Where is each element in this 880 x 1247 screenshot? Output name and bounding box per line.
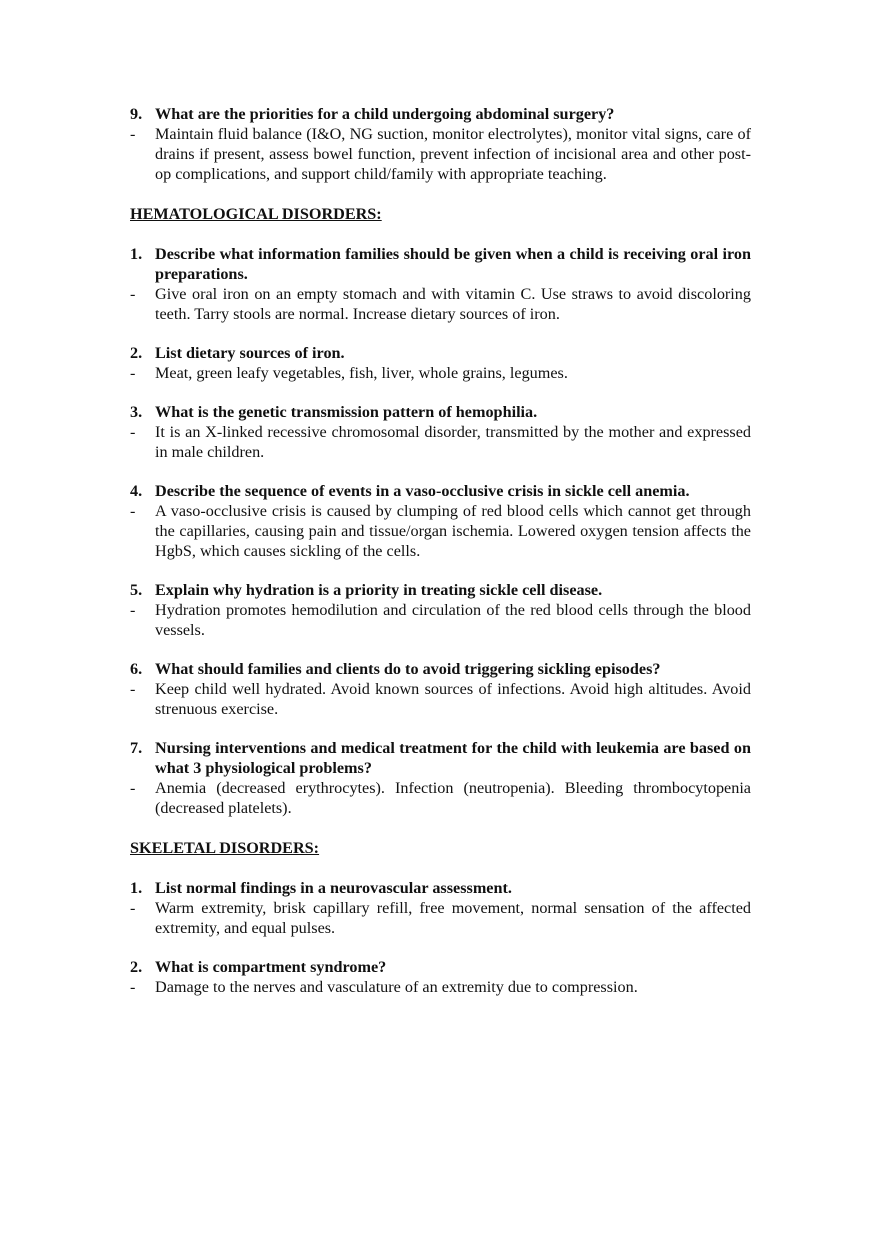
answer — [130, 422, 751, 462]
bullet-dash: - — [130, 125, 136, 143]
qa-item — [130, 343, 751, 383]
bullet-dash: - — [130, 364, 136, 382]
question — [130, 957, 751, 977]
question-number: 9. — [130, 105, 143, 123]
bullet-dash: - — [130, 899, 136, 917]
question — [130, 659, 751, 679]
section-heading-skeletal: SKELETAL DISORDERS: — [130, 839, 320, 857]
question-text: Describe the sequence of events in a vaso-occlusive crisis in sickle cell anemia. — [155, 482, 690, 500]
document-page — [130, 104, 751, 997]
answer-text: Meat, green leafy vegetables, fish, liver, whole grains, legumes. — [155, 364, 568, 382]
answer — [130, 600, 751, 640]
qa-item — [130, 659, 751, 719]
answer — [130, 124, 751, 184]
answer-text: Anemia (decreased erythrocytes). Infection (neutropenia). Bleeding thrombocytopenia (decreased platelets). — [155, 779, 751, 817]
question-text: Explain why hydration is a priority in treating sickle cell disease. — [155, 581, 603, 599]
question — [130, 402, 751, 422]
question-text: Nursing interventions and medical treatment for the child with leukemia are based on what 3 physiological problems? — [155, 739, 751, 777]
question-text: What is compartment syndrome? — [155, 958, 387, 976]
answer-text: Give oral iron on an empty stomach and with vitamin C. Use straws to avoid discoloring teeth. Tarry stools are normal. Increase dietary sources of iron. — [155, 285, 751, 323]
bullet-dash: - — [130, 680, 136, 698]
question-number: 7. — [130, 739, 143, 757]
bullet-dash: - — [130, 978, 136, 996]
question — [130, 878, 751, 898]
answer — [130, 977, 751, 997]
bullet-dash: - — [130, 285, 136, 303]
question-number: 2. — [130, 958, 143, 976]
answer-text: A vaso-occlusive crisis is caused by clumping of red blood cells which cannot get through the capillaries, causing pain and tissue/organ ischemia. Lowered oxygen tension affects the HgbS, which causes sickling of the cells. — [155, 502, 751, 560]
question — [130, 481, 751, 501]
question-text: What should families and clients do to avoid triggering sickling episodes? — [155, 660, 661, 678]
question-text: What is the genetic transmission pattern of hemophilia. — [155, 403, 538, 421]
bullet-dash: - — [130, 601, 136, 619]
question-number: 1. — [130, 879, 143, 897]
qa-item — [130, 481, 751, 561]
answer — [130, 284, 751, 324]
question-number: 1. — [130, 245, 143, 263]
question — [130, 104, 751, 124]
question-text: Describe what information families should be given when a child is receiving oral iron preparations. — [155, 245, 751, 283]
question — [130, 738, 751, 778]
question — [130, 580, 751, 600]
section-heading-hematological: HEMATOLOGICAL DISORDERS: — [130, 205, 382, 223]
answer — [130, 363, 751, 383]
answer — [130, 501, 751, 561]
question-number: 6. — [130, 660, 143, 678]
answer — [130, 679, 751, 719]
question-number: 3. — [130, 403, 143, 421]
bullet-dash: - — [130, 423, 136, 441]
question-number: 5. — [130, 581, 143, 599]
qa-item — [130, 580, 751, 640]
answer-text: Damage to the nerves and vasculature of an extremity due to compression. — [155, 978, 638, 996]
qa-item — [130, 104, 751, 184]
answer — [130, 898, 751, 938]
qa-item — [130, 738, 751, 818]
answer-text: Maintain fluid balance (I&O, NG suction, monitor electrolytes), monitor vital signs, care of drains if present, assess bowel function, prevent infection of incisional area and other post-op complications, and support child/family with appropriate teaching. — [155, 125, 751, 183]
bullet-dash: - — [130, 502, 136, 520]
answer-text: Keep child well hydrated. Avoid known sources of infections. Avoid high altitudes. Avoid strenuous exercise. — [155, 680, 751, 718]
question-text: List normal findings in a neurovascular assessment. — [155, 879, 512, 897]
qa-item — [130, 402, 751, 462]
question — [130, 343, 751, 363]
answer-text: It is an X-linked recessive chromosomal disorder, transmitted by the mother and expressed in male children. — [155, 423, 751, 461]
qa-item — [130, 878, 751, 938]
bullet-dash: - — [130, 779, 136, 797]
question-number: 2. — [130, 344, 143, 362]
qa-item — [130, 244, 751, 324]
question-text: What are the priorities for a child undergoing abdominal surgery? — [155, 105, 615, 123]
answer-text: Hydration promotes hemodilution and circulation of the red blood cells through the blood vessels. — [155, 601, 751, 639]
answer — [130, 778, 751, 818]
answer-text: Warm extremity, brisk capillary refill, free movement, normal sensation of the affected extremity, and equal pulses. — [155, 899, 751, 937]
qa-item — [130, 957, 751, 997]
question — [130, 244, 751, 284]
question-number: 4. — [130, 482, 143, 500]
question-text: List dietary sources of iron. — [155, 344, 345, 362]
